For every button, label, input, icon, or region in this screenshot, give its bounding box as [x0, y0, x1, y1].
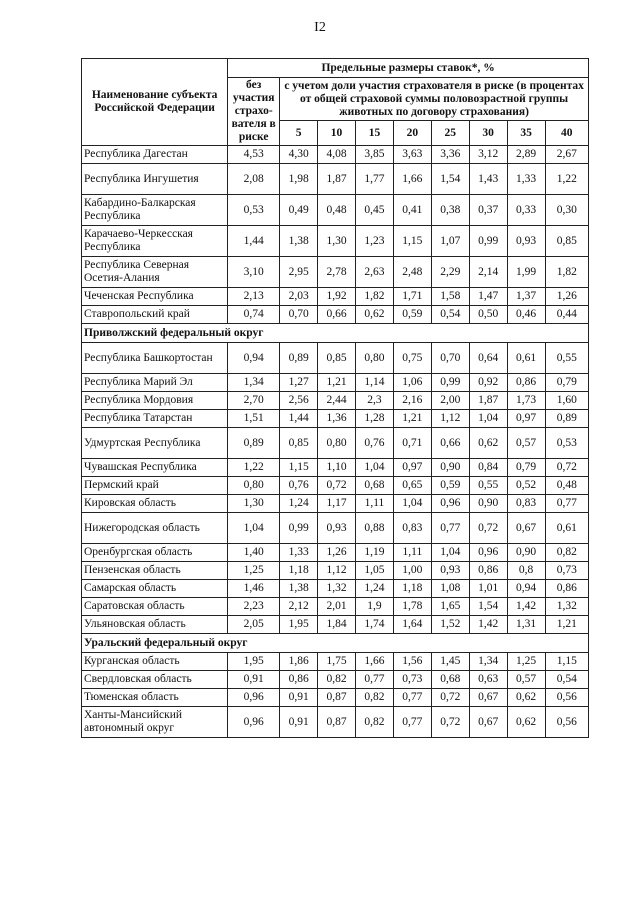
region-name: Ульяновская область	[82, 616, 228, 634]
rate-cell: 1,38	[280, 580, 318, 598]
rate-without-participation: 1,40	[228, 544, 280, 562]
rate-cell: 0,93	[507, 226, 545, 257]
rate-cell: 1,58	[431, 288, 469, 306]
table-row	[82, 544, 589, 562]
rate-cell: 0,59	[393, 306, 431, 324]
rate-cell: 0,86	[280, 671, 318, 689]
pct-header: 40	[545, 121, 588, 146]
rate-cell: 1,04	[356, 459, 394, 477]
rate-cell: 1,65	[431, 598, 469, 616]
rate-cell: 1,71	[393, 288, 431, 306]
rate-cell: 0,77	[545, 495, 588, 513]
rate-cell: 2,29	[431, 257, 469, 288]
rate-cell: 0,53	[545, 428, 588, 459]
rate-cell: 1,37	[507, 288, 545, 306]
district-row	[82, 634, 589, 653]
page-number: I2	[314, 20, 326, 35]
rate-cell: 0,72	[318, 477, 356, 495]
rate-cell: 1,99	[507, 257, 545, 288]
table-row	[82, 495, 589, 513]
table-row	[82, 257, 589, 288]
rate-cell: 1,24	[356, 580, 394, 598]
pct-header: 10	[318, 121, 356, 146]
rate-cell: 1,75	[318, 653, 356, 671]
table-row	[82, 226, 589, 257]
region-name: Пензенская область	[82, 562, 228, 580]
rate-without-participation: 3,10	[228, 257, 280, 288]
rate-cell: 2,89	[507, 146, 545, 164]
rate-cell: 0,76	[280, 477, 318, 495]
rate-without-participation: 0,80	[228, 477, 280, 495]
region-name: Ханты-Мансийский автономный округ	[82, 707, 228, 738]
table-row	[82, 374, 589, 392]
rate-cell: 1,74	[356, 616, 394, 634]
rate-cell: 1,21	[318, 374, 356, 392]
region-name: Тюменская область	[82, 689, 228, 707]
rate-cell: 0,80	[318, 428, 356, 459]
rate-cell: 1,22	[545, 164, 588, 195]
rate-cell: 1,66	[356, 653, 394, 671]
rate-cell: 0,82	[545, 544, 588, 562]
region-name: Республика Северная Осетия-Алания	[82, 257, 228, 288]
rate-cell: 0,86	[545, 580, 588, 598]
region-name: Ставропольский край	[82, 306, 228, 324]
rate-cell: 0,89	[545, 410, 588, 428]
rate-cell: 1,10	[318, 459, 356, 477]
rate-cell: 1,84	[318, 616, 356, 634]
table-row	[82, 689, 589, 707]
rate-cell: 1,05	[356, 562, 394, 580]
rate-without-participation: 2,05	[228, 616, 280, 634]
table-row	[82, 410, 589, 428]
rate-cell: 0,83	[393, 513, 431, 544]
rate-cell: 1,33	[280, 544, 318, 562]
rate-cell: 0,85	[318, 343, 356, 374]
rate-cell: 0,91	[280, 689, 318, 707]
rate-cell: 0,80	[356, 343, 394, 374]
rate-cell: 3,36	[431, 146, 469, 164]
rate-cell: 1,60	[545, 392, 588, 410]
rate-cell: 0,61	[545, 513, 588, 544]
rate-cell: 0,57	[507, 428, 545, 459]
rate-cell: 1,11	[356, 495, 394, 513]
rate-cell: 2,3	[356, 392, 394, 410]
rate-cell: 0,79	[545, 374, 588, 392]
table-row	[82, 195, 589, 226]
rate-cell: 1,52	[431, 616, 469, 634]
region-name: Республика Дагестан	[82, 146, 228, 164]
region-name: Республика Ингушетия	[82, 164, 228, 195]
rate-cell: 0,52	[507, 477, 545, 495]
rate-cell: 0,71	[393, 428, 431, 459]
rate-cell: 3,63	[393, 146, 431, 164]
rate-cell: 2,95	[280, 257, 318, 288]
rate-cell: 0,65	[393, 477, 431, 495]
pct-header: 15	[356, 121, 394, 146]
rate-cell: 1,23	[356, 226, 394, 257]
rate-cell: 0,37	[469, 195, 507, 226]
rate-cell: 0,75	[393, 343, 431, 374]
rate-cell: 1,44	[280, 410, 318, 428]
rate-cell: 1,42	[469, 616, 507, 634]
rate-cell: 0,77	[393, 707, 431, 738]
table-row	[82, 459, 589, 477]
rate-cell: 1,82	[545, 257, 588, 288]
rate-cell: 0,87	[318, 689, 356, 707]
region-name: Пермский край	[82, 477, 228, 495]
table-row	[82, 306, 589, 324]
rate-cell: 1,15	[280, 459, 318, 477]
rate-cell: 1,14	[356, 374, 394, 392]
rate-without-participation: 1,95	[228, 653, 280, 671]
rate-cell: 1,01	[469, 580, 507, 598]
without-participation-header: без участия страхо-вателя в риске	[228, 78, 280, 146]
rate-cell: 1,45	[431, 653, 469, 671]
rate-cell: 0,68	[431, 671, 469, 689]
rate-cell: 0,94	[507, 580, 545, 598]
rate-cell: 1,24	[280, 495, 318, 513]
rate-cell: 0,86	[469, 562, 507, 580]
rate-cell: 1,06	[393, 374, 431, 392]
rate-cell: 0,54	[431, 306, 469, 324]
pct-header: 5	[280, 121, 318, 146]
rate-cell: 0,87	[318, 707, 356, 738]
rate-cell: 0,48	[318, 195, 356, 226]
rate-cell: 3,85	[356, 146, 394, 164]
rates-header: Предельные размеры ставок*, %	[228, 59, 589, 78]
rate-cell: 0,68	[356, 477, 394, 495]
table-row	[82, 671, 589, 689]
rate-without-participation: 1,22	[228, 459, 280, 477]
region-name: Свердловская область	[82, 671, 228, 689]
rate-cell: 1,04	[469, 410, 507, 428]
rate-cell: 0,45	[356, 195, 394, 226]
rate-cell: 1,15	[393, 226, 431, 257]
rate-cell: 1,15	[545, 653, 588, 671]
rate-cell: 2,63	[356, 257, 394, 288]
pct-header: 25	[431, 121, 469, 146]
rate-cell: 0,99	[431, 374, 469, 392]
rate-cell: 0,91	[280, 707, 318, 738]
rate-cell: 1,36	[318, 410, 356, 428]
table-row	[82, 146, 589, 164]
rate-cell: 1,43	[469, 164, 507, 195]
rate-cell: 0,70	[280, 306, 318, 324]
rate-cell: 1,95	[280, 616, 318, 634]
rate-cell: 0,48	[545, 477, 588, 495]
rate-cell: 2,01	[318, 598, 356, 616]
rate-cell: 1,66	[393, 164, 431, 195]
rate-without-participation: 1,04	[228, 513, 280, 544]
district-row	[82, 324, 589, 343]
rate-cell: 1,92	[318, 288, 356, 306]
rate-cell: 4,08	[318, 146, 356, 164]
rate-cell: 1,28	[356, 410, 394, 428]
rate-cell: 2,67	[545, 146, 588, 164]
rate-cell: 1,27	[280, 374, 318, 392]
rate-cell: 0,90	[469, 495, 507, 513]
rate-without-participation: 0,74	[228, 306, 280, 324]
table-row	[82, 562, 589, 580]
table-row	[82, 477, 589, 495]
rate-cell: 0,96	[469, 544, 507, 562]
rate-cell: 4,30	[280, 146, 318, 164]
rate-cell: 0,63	[469, 671, 507, 689]
table-row	[82, 513, 589, 544]
rate-cell: 0,56	[545, 707, 588, 738]
rate-cell: 1,78	[393, 598, 431, 616]
rate-cell: 1,54	[469, 598, 507, 616]
rate-without-participation: 0,96	[228, 707, 280, 738]
rate-without-participation: 4,53	[228, 146, 280, 164]
rate-cell: 0,85	[280, 428, 318, 459]
rate-cell: 0,57	[507, 671, 545, 689]
region-name: Чувашская Республика	[82, 459, 228, 477]
rate-without-participation: 0,94	[228, 343, 280, 374]
rate-cell: 1,64	[393, 616, 431, 634]
region-name: Курганская область	[82, 653, 228, 671]
region-name: Саратовская область	[82, 598, 228, 616]
rate-cell: 0,83	[507, 495, 545, 513]
table-row	[82, 288, 589, 306]
region-column-header: Наименование субъекта Российской Федерации	[82, 59, 228, 146]
table-row	[82, 392, 589, 410]
rate-cell: 0,33	[507, 195, 545, 226]
rate-cell: 1,33	[507, 164, 545, 195]
rate-without-participation: 0,96	[228, 689, 280, 707]
rate-cell: 1,21	[393, 410, 431, 428]
rate-without-participation: 1,25	[228, 562, 280, 580]
rate-cell: 0,89	[280, 343, 318, 374]
rate-cell: 0,44	[545, 306, 588, 324]
rate-without-participation: 2,08	[228, 164, 280, 195]
district-name: Уральский федеральный округ	[82, 634, 589, 653]
region-name: Республика Башкортостан	[82, 343, 228, 374]
rate-cell: 1,08	[431, 580, 469, 598]
rate-cell: 0,82	[356, 707, 394, 738]
rate-cell: 0,97	[507, 410, 545, 428]
rate-cell: 0,90	[507, 544, 545, 562]
rate-cell: 0,70	[431, 343, 469, 374]
region-name: Удмуртская Республика	[82, 428, 228, 459]
rate-cell: 0,67	[507, 513, 545, 544]
rate-cell: 1,86	[280, 653, 318, 671]
table-row	[82, 598, 589, 616]
region-name: Республика Мордовия	[82, 392, 228, 410]
rate-cell: 0,76	[356, 428, 394, 459]
rate-cell: 0,62	[469, 428, 507, 459]
rate-cell: 1,31	[507, 616, 545, 634]
rate-cell: 0,64	[469, 343, 507, 374]
rate-cell: 1,00	[393, 562, 431, 580]
rate-without-participation: 2,23	[228, 598, 280, 616]
rate-cell: 1,26	[318, 544, 356, 562]
rate-cell: 1,18	[280, 562, 318, 580]
rate-cell: 0,61	[507, 343, 545, 374]
rate-cell: 0,49	[280, 195, 318, 226]
rate-cell: 0,66	[431, 428, 469, 459]
rate-cell: 0,73	[545, 562, 588, 580]
rate-cell: 0,66	[318, 306, 356, 324]
district-name: Приволжский федеральный округ	[82, 324, 589, 343]
rate-cell: 2,56	[280, 392, 318, 410]
rate-cell: 1,47	[469, 288, 507, 306]
rate-cell: 1,87	[469, 392, 507, 410]
rate-cell: 2,78	[318, 257, 356, 288]
region-name: Республика Татарстан	[82, 410, 228, 428]
rate-cell: 0,72	[545, 459, 588, 477]
rate-cell: 0,72	[431, 689, 469, 707]
rate-cell: 1,04	[431, 544, 469, 562]
rate-cell: 0,93	[318, 513, 356, 544]
table-row	[82, 707, 589, 738]
rate-cell: 0,77	[393, 689, 431, 707]
rate-cell: 1,82	[356, 288, 394, 306]
rate-cell: 0,50	[469, 306, 507, 324]
rate-cell: 1,12	[318, 562, 356, 580]
pct-header: 35	[507, 121, 545, 146]
rate-cell: 1,34	[469, 653, 507, 671]
region-name: Оренбургская область	[82, 544, 228, 562]
rate-cell: 1,26	[545, 288, 588, 306]
rate-cell: 1,21	[545, 616, 588, 634]
rate-cell: 3,12	[469, 146, 507, 164]
rate-cell: 2,03	[280, 288, 318, 306]
rate-cell: 1,56	[393, 653, 431, 671]
region-name: Кабардино-Балкарская Республика	[82, 195, 228, 226]
table-row	[82, 343, 589, 374]
rate-cell: 0,77	[431, 513, 469, 544]
rates-body	[82, 146, 589, 738]
rate-cell: 0,90	[431, 459, 469, 477]
rate-cell: 0,62	[507, 689, 545, 707]
rate-cell: 1,32	[545, 598, 588, 616]
region-name: Республика Марий Эл	[82, 374, 228, 392]
rate-cell: 0,62	[507, 707, 545, 738]
rate-cell: 1,54	[431, 164, 469, 195]
rate-cell: 0,46	[507, 306, 545, 324]
rate-cell: 1,87	[318, 164, 356, 195]
rate-cell: 1,32	[318, 580, 356, 598]
with-participation-header: с учетом доли участия страхователя в риске (в процентах от общей страховой суммы половозрастной группы животных по договору страхования)	[280, 78, 589, 121]
rate-cell: 0,97	[393, 459, 431, 477]
rate-cell: 0,54	[545, 671, 588, 689]
rate-cell: 0,88	[356, 513, 394, 544]
pct-header: 30	[469, 121, 507, 146]
rate-without-participation: 1,46	[228, 580, 280, 598]
rate-cell: 0,82	[356, 689, 394, 707]
rate-cell: 0,67	[469, 707, 507, 738]
table-row	[82, 580, 589, 598]
rate-cell: 0,85	[545, 226, 588, 257]
rate-without-participation: 0,53	[228, 195, 280, 226]
rate-cell: 2,16	[393, 392, 431, 410]
rate-cell: 0,73	[393, 671, 431, 689]
rates-table	[81, 58, 589, 738]
rate-cell: 1,42	[507, 598, 545, 616]
rate-cell: 1,11	[393, 544, 431, 562]
rate-without-participation: 1,34	[228, 374, 280, 392]
rate-cell: 0,93	[431, 562, 469, 580]
region-name: Карачаево-Черкесская Республика	[82, 226, 228, 257]
rate-cell: 1,19	[356, 544, 394, 562]
rate-cell: 2,14	[469, 257, 507, 288]
rate-without-participation: 0,91	[228, 671, 280, 689]
rate-cell: 0,82	[318, 671, 356, 689]
rate-without-participation: 1,44	[228, 226, 280, 257]
rate-cell: 0,79	[507, 459, 545, 477]
region-name: Чеченская Республика	[82, 288, 228, 306]
rate-cell: 1,73	[507, 392, 545, 410]
pct-header: 20	[393, 121, 431, 146]
rate-cell: 2,00	[431, 392, 469, 410]
table-row	[82, 616, 589, 634]
rate-cell: 1,12	[431, 410, 469, 428]
rate-cell: 1,18	[393, 580, 431, 598]
rate-cell: 2,48	[393, 257, 431, 288]
rate-cell: 0,67	[469, 689, 507, 707]
rate-cell: 0,77	[356, 671, 394, 689]
rate-cell: 0,86	[507, 374, 545, 392]
rate-cell: 0,59	[431, 477, 469, 495]
rate-cell: 1,17	[318, 495, 356, 513]
region-name: Нижегородская область	[82, 513, 228, 544]
rate-without-participation: 2,70	[228, 392, 280, 410]
rate-cell: 1,9	[356, 598, 394, 616]
rate-without-participation: 1,51	[228, 410, 280, 428]
rate-cell: 1,30	[318, 226, 356, 257]
rate-cell: 0,55	[469, 477, 507, 495]
rate-without-participation: 2,13	[228, 288, 280, 306]
rate-cell: 1,38	[280, 226, 318, 257]
rate-without-participation: 1,30	[228, 495, 280, 513]
rate-cell: 2,44	[318, 392, 356, 410]
rate-cell: 0,96	[431, 495, 469, 513]
rate-cell: 1,77	[356, 164, 394, 195]
rate-cell: 0,84	[469, 459, 507, 477]
rate-cell: 1,04	[393, 495, 431, 513]
table-row	[82, 164, 589, 195]
rate-cell: 1,07	[431, 226, 469, 257]
rate-cell: 0,41	[393, 195, 431, 226]
rate-cell: 1,98	[280, 164, 318, 195]
table-row	[82, 428, 589, 459]
rate-cell: 2,12	[280, 598, 318, 616]
rate-without-participation: 0,89	[228, 428, 280, 459]
rate-cell: 0,55	[545, 343, 588, 374]
rate-cell: 0,72	[469, 513, 507, 544]
rate-cell: 0,56	[545, 689, 588, 707]
rate-cell: 0,72	[431, 707, 469, 738]
rate-cell: 1,25	[507, 653, 545, 671]
rate-cell: 0,62	[356, 306, 394, 324]
rate-cell: 0,99	[469, 226, 507, 257]
table-row	[82, 653, 589, 671]
rate-cell: 0,8	[507, 562, 545, 580]
region-name: Самарская область	[82, 580, 228, 598]
region-name: Кировская область	[82, 495, 228, 513]
rate-cell: 0,99	[280, 513, 318, 544]
rate-cell: 0,92	[469, 374, 507, 392]
rate-cell: 0,30	[545, 195, 588, 226]
rate-cell: 0,38	[431, 195, 469, 226]
